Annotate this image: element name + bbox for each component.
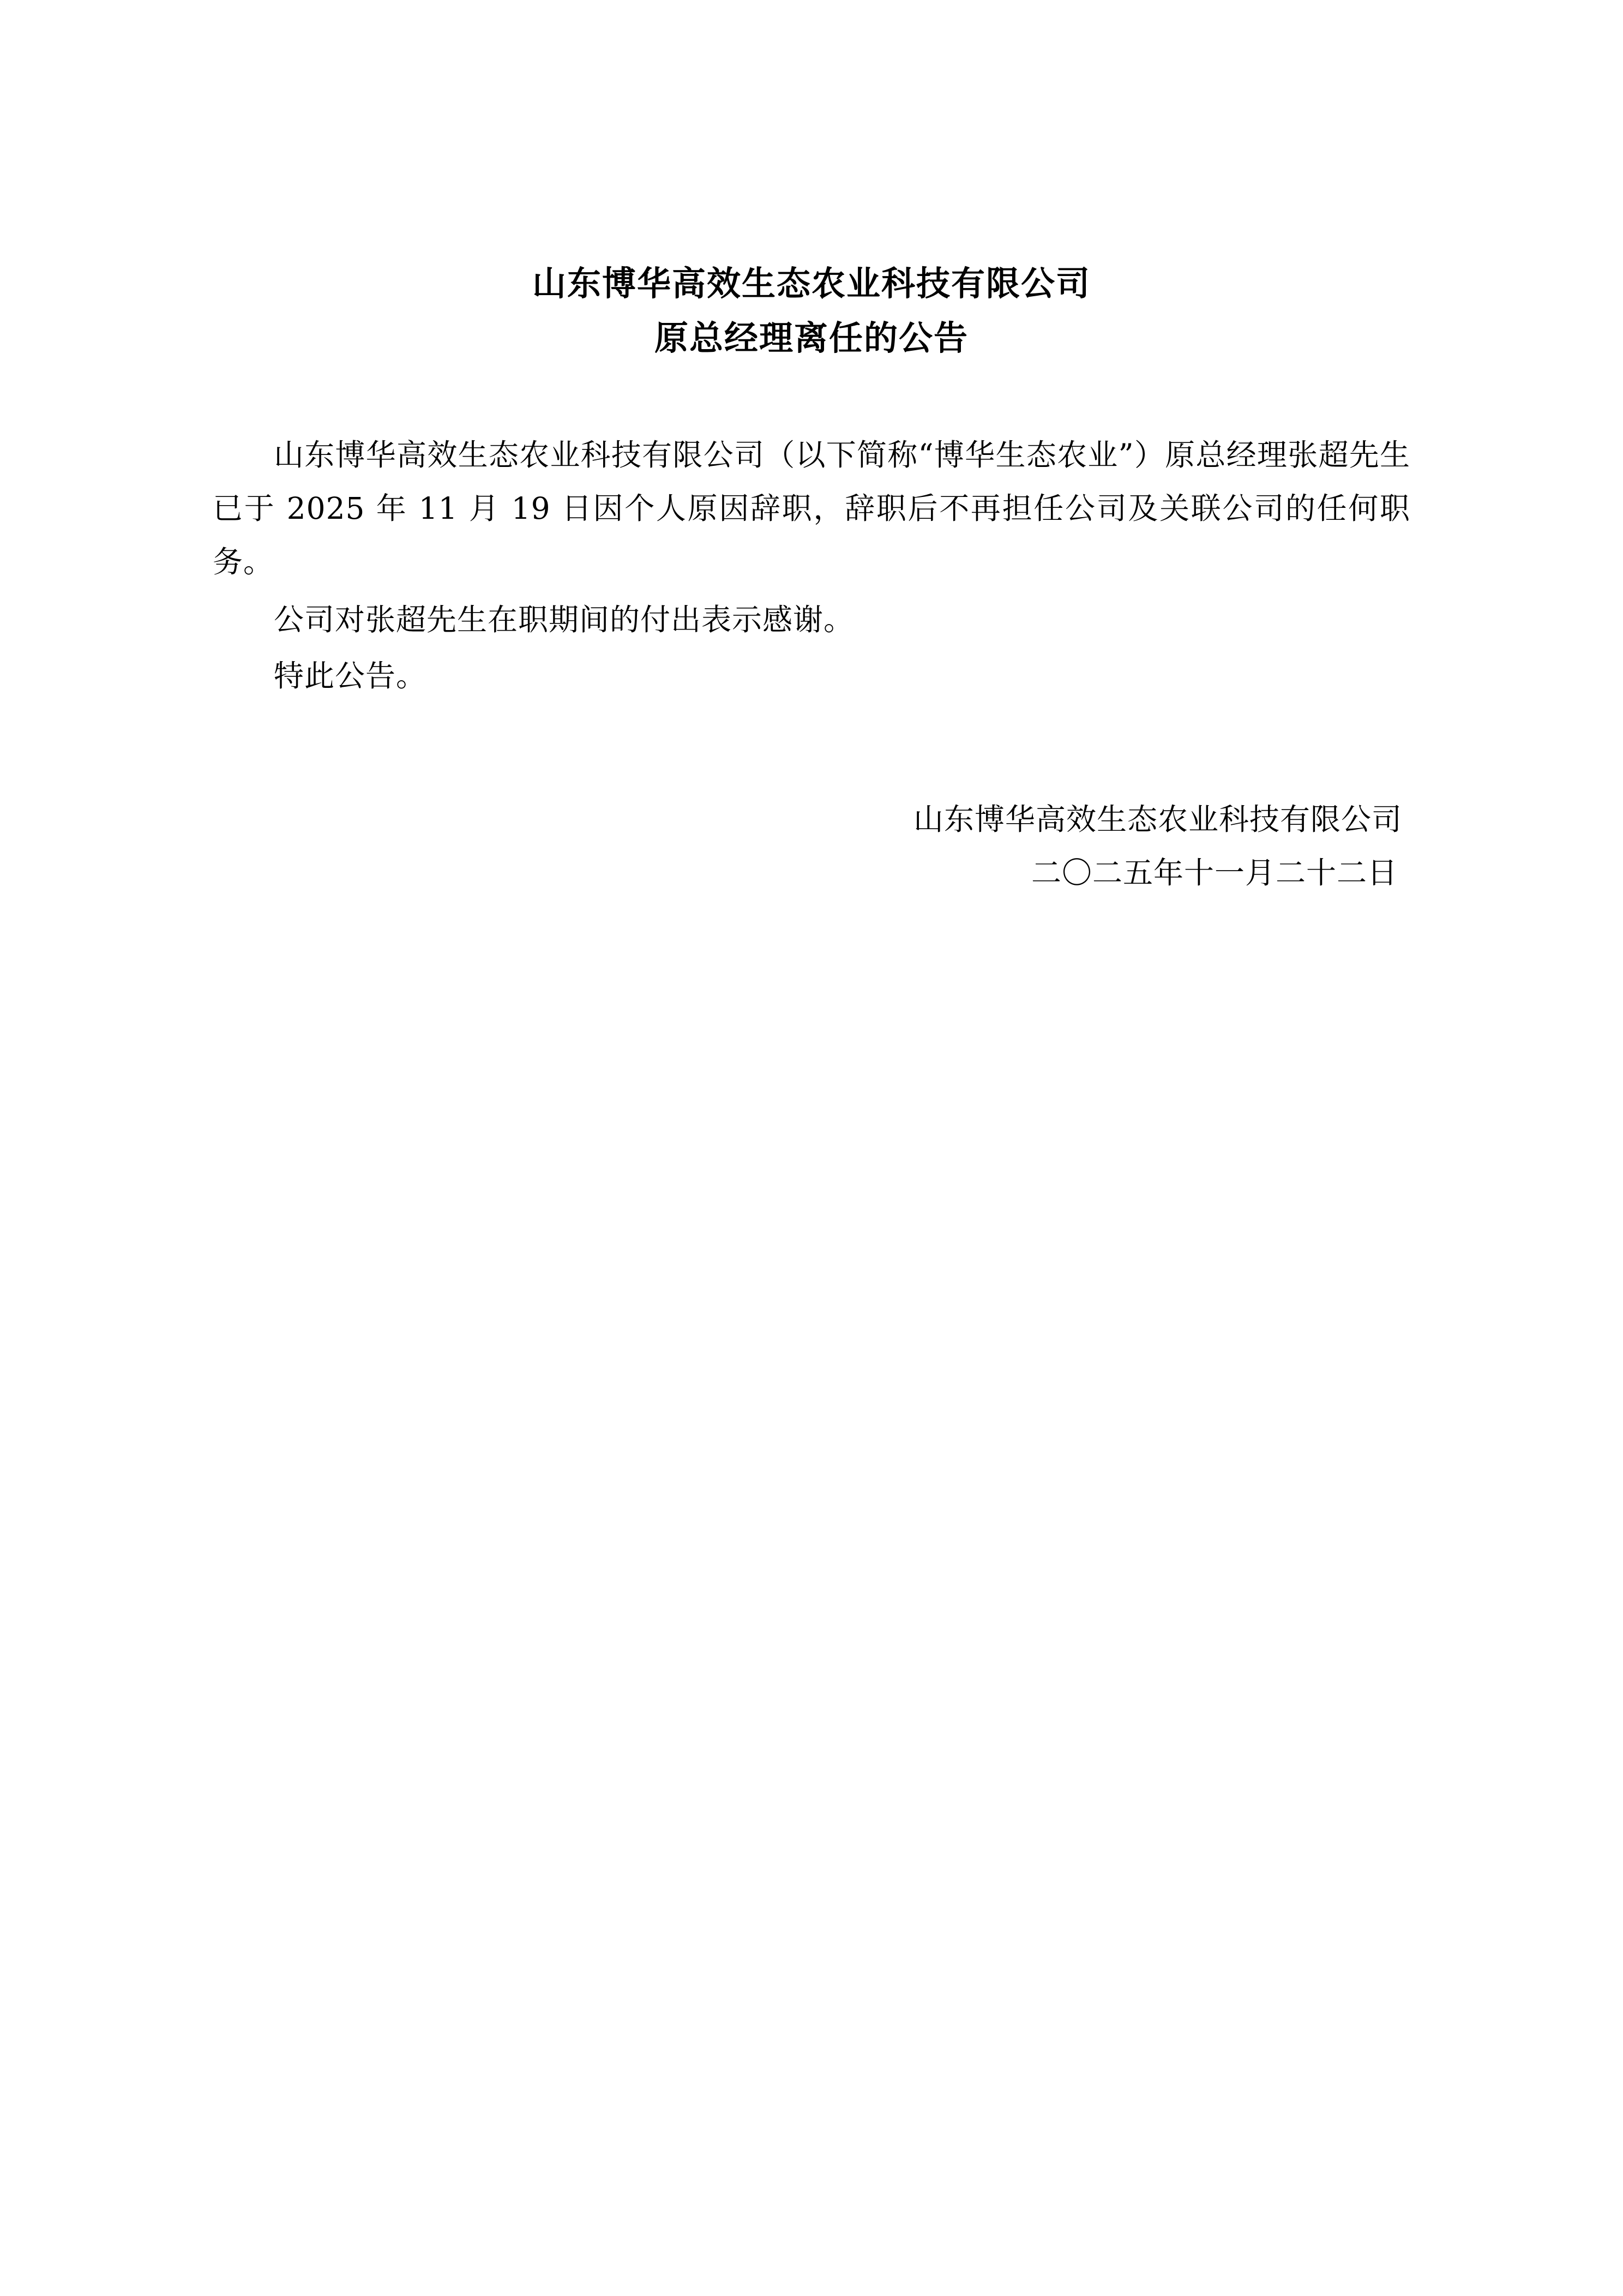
signature-date: 二〇二五年十一月二十二日 — [1031, 855, 1398, 891]
signature-block — [213, 793, 1410, 900]
document-body — [213, 429, 1410, 703]
title-line-1: 山东博华高效生态农业科技有限公司 — [532, 263, 1091, 303]
paragraph-1: 山东博华高效生态农业科技有限公司（以下简称“博华生态农业”）原总经理张超先生已于 2025 年 11 月 19 日因个人原因辞职，辞职后不再担任公司及关联公司的任何职务。 — [213, 437, 1410, 579]
page-title — [213, 256, 1410, 366]
title-line-2: 原总经理离任的公告 — [654, 318, 969, 358]
paragraph-3: 特此公告。 — [274, 658, 427, 694]
paragraph-2: 公司对张超先生在职期间的付出表示感谢。 — [274, 602, 855, 637]
signature-company: 山东博华高效生态农业科技有限公司 — [913, 802, 1402, 837]
